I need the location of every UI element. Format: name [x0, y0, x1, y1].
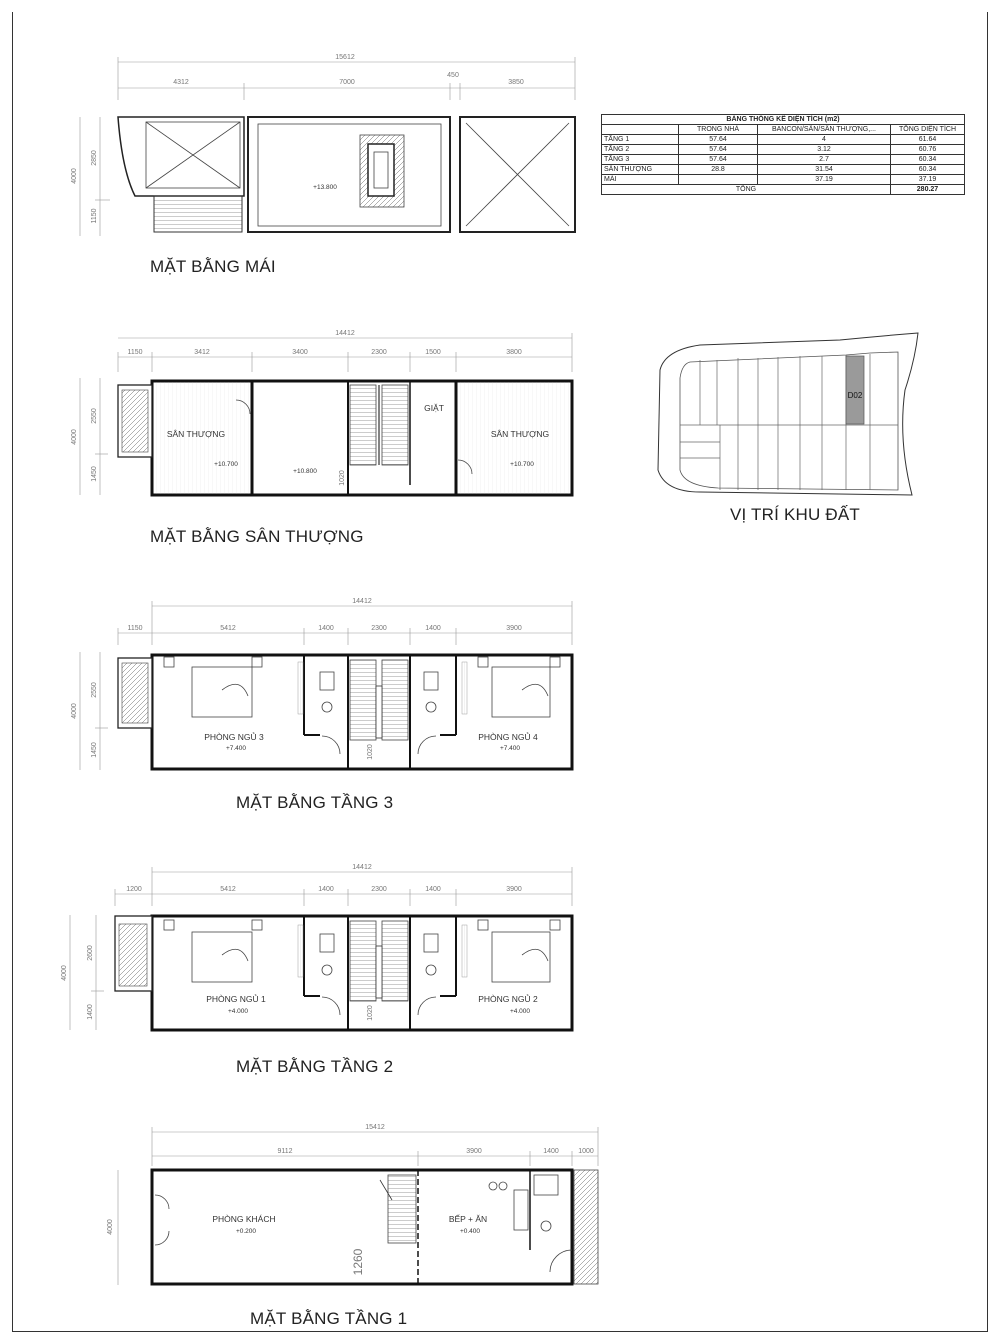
site-lots [680, 354, 898, 490]
dim-label: 1400 [425, 625, 441, 632]
area-table-header: BANCON/SÂN/SÂN THƯỢNG,... [758, 125, 891, 135]
table-cell: 61.64 [891, 135, 965, 145]
room-label: PHÒNG NGỦ 4 [478, 732, 538, 742]
dim-label: 1020 [367, 1005, 374, 1021]
dim-label: 14412 [352, 598, 372, 605]
dim-label: 5412 [220, 625, 236, 632]
total-label: TỔNG [602, 185, 891, 195]
table-cell: 57.64 [679, 145, 758, 155]
level-marker: +10.700 [510, 461, 534, 468]
dim-label: 1020 [367, 744, 374, 760]
dim-label: 450 [447, 72, 459, 79]
dim-label: 1450 [91, 742, 98, 758]
dim-label: 3850 [508, 79, 524, 86]
dim-label: 2550 [91, 682, 98, 698]
dim-label: 15612 [335, 54, 355, 61]
table-cell: 60.34 [891, 155, 965, 165]
dim-label: 1500 [425, 349, 441, 356]
dim-label: 1400 [318, 886, 334, 893]
dim-label: 4000 [107, 1219, 114, 1235]
dim-label: 3900 [506, 886, 522, 893]
floor2-plan [61, 864, 572, 1076]
dim-label: 4000 [71, 429, 78, 445]
table-cell: 37.19 [758, 175, 891, 185]
room-label: BẾP + ĂN [448, 1214, 488, 1224]
roof-plan [71, 54, 575, 276]
room-label: GIẶT [424, 403, 444, 413]
lot-label: D02 [847, 391, 863, 400]
dim-label: 1200 [126, 886, 142, 893]
table-cell: 3.12 [758, 145, 891, 155]
room-label: PHÒNG KHÁCH [212, 1214, 276, 1224]
dim-label: 4000 [61, 965, 68, 981]
dim-label: 14412 [335, 330, 355, 337]
dim-label: 7000 [339, 79, 355, 86]
floor1-plan-title: MẶT BẰNG TẦNG 1 [250, 1309, 408, 1328]
dim-label: 3900 [506, 625, 522, 632]
table-cell: SÂN THƯỢNG [602, 165, 679, 175]
dim-label: 1400 [425, 886, 441, 893]
floor1-plan [107, 1124, 598, 1328]
dim-label: 15412 [365, 1124, 385, 1131]
area-table-title: BẢNG THỐNG KÊ DIỆN TÍCH (m2) [602, 115, 965, 125]
table-cell: 57.64 [679, 155, 758, 165]
level-marker: +4.000 [227, 1008, 249, 1015]
room-label: SÂN THƯỢNG [166, 429, 226, 439]
dim-label: 1150 [127, 625, 143, 632]
dim-label: 9112 [277, 1148, 293, 1155]
level-marker: +0.200 [235, 1228, 257, 1235]
table-cell: 2.7 [758, 155, 891, 165]
dim-label: 4000 [71, 703, 78, 719]
dim-label: 2300 [371, 886, 387, 893]
table-cell: 4 [758, 135, 891, 145]
roof-plan-title: MẶT BẰNG MÁI [150, 257, 276, 276]
level-marker: +4.000 [509, 1008, 531, 1015]
level-marker: +10.800 [293, 468, 317, 475]
dim-label: 1000 [578, 1148, 594, 1155]
terrace-plan-title: MẶT BẰNG SÂN THƯỢNG [150, 527, 364, 546]
site-map-title: VỊ TRÍ KHU ĐẤT [729, 505, 861, 524]
level-marker: +7.400 [499, 745, 521, 752]
dim-label: 2300 [371, 349, 387, 356]
dim-label: 3800 [506, 349, 522, 356]
dim-label: 5412 [220, 886, 236, 893]
dim-label: 2550 [91, 408, 98, 424]
area-table-header: TRONG NHÀ [679, 125, 758, 135]
table-cell: 28.8 [679, 165, 758, 175]
room-label: PHÒNG NGỦ 3 [204, 732, 264, 742]
lot-d02-highlight [846, 356, 864, 424]
dim-label: 3900 [466, 1148, 482, 1155]
table-cell: TẦNG 2 [602, 145, 679, 155]
room-label: SÂN THƯỢNG [490, 429, 550, 439]
dim-label: 1020 [339, 470, 346, 486]
table-cell: MÁI [602, 175, 679, 185]
table-cell: TẦNG 1 [602, 135, 679, 145]
site-location-map [658, 333, 918, 524]
room-label: PHÒNG NGỦ 2 [478, 994, 538, 1004]
level-marker: +0.400 [459, 1228, 481, 1235]
dim-label: 1450 [91, 466, 98, 482]
dim-label: 14412 [352, 864, 372, 871]
dim-label: 4000 [71, 168, 78, 184]
dim-label: 1150 [127, 349, 143, 356]
dim-label: 2850 [91, 150, 98, 166]
table-cell: 60.76 [891, 145, 965, 155]
level-marker: +13.800 [313, 184, 337, 191]
level-marker: +10.700 [214, 461, 238, 468]
table-cell: 60.34 [891, 165, 965, 175]
table-cell: 37.19 [891, 175, 965, 185]
total-value: 280.27 [891, 185, 965, 195]
dim-label: 2300 [371, 625, 387, 632]
floor3-plan-title: MẶT BẰNG TẦNG 3 [236, 793, 394, 812]
floor2-plan-title: MẶT BẰNG TẦNG 2 [236, 1057, 394, 1076]
table-cell: 31.54 [758, 165, 891, 175]
area-table-header: TỔNG DIỆN TÍCH [891, 125, 965, 135]
table-cell: 57.64 [679, 135, 758, 145]
dim-label: 1400 [318, 625, 334, 632]
dim-label: 3400 [292, 349, 308, 356]
dim-label: 1260 [351, 1248, 365, 1276]
table-cell: TẦNG 3 [602, 155, 679, 165]
dim-label: 4312 [173, 79, 189, 86]
dim-label: 1150 [91, 208, 98, 224]
dim-label: 1400 [87, 1004, 94, 1020]
dim-label: 1400 [543, 1148, 559, 1155]
floor3-plan [71, 598, 572, 812]
dim-label: 3412 [194, 349, 210, 356]
terrace-plan [71, 330, 572, 546]
level-marker: +7.400 [225, 745, 247, 752]
room-label: PHÒNG NGỦ 1 [206, 994, 266, 1004]
dim-label: 2600 [87, 945, 94, 961]
